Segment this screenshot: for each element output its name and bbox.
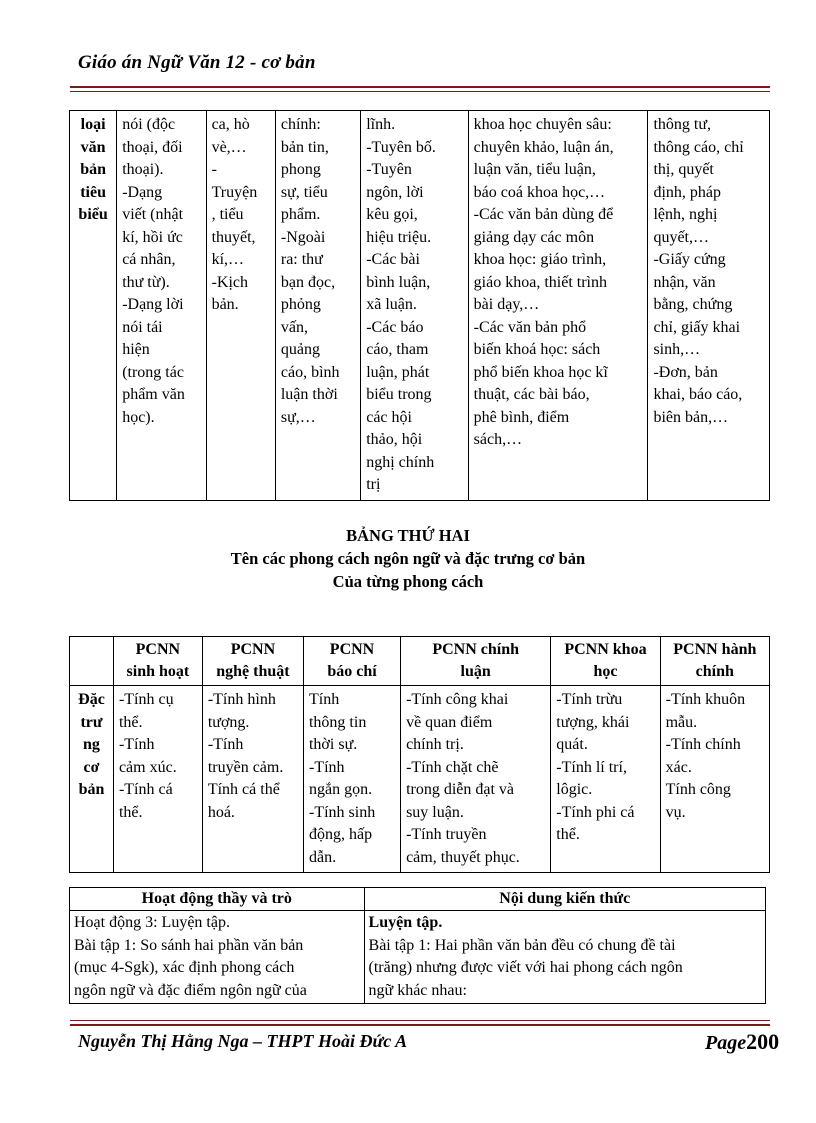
page-header-title: Giáo án Ngữ Văn 12 - cơ bản (78, 52, 316, 73)
page-label: Page (705, 1032, 747, 1054)
table-cell: chính: bản tin, phong sự, tiểu phẩm. -Ngoài ra: thư bạn đọc, phỏng vấn, quảng cáo, bình luận thời sự,… (275, 111, 360, 501)
table-header-row (70, 637, 770, 686)
table-cell: -Tính khuôn mẫu. -Tính chính xác. Tính công vụ. (660, 686, 769, 873)
table-header-row (70, 888, 766, 911)
header-rule-thick (70, 86, 770, 88)
column-header: PCNN sinh hoạt (113, 637, 202, 686)
page-number: 200 (746, 1029, 780, 1054)
column-header: PCNN chính luận (401, 637, 551, 686)
row-label: Đặc trư ng cơ bản (70, 686, 114, 873)
activity-cell: Hoạt động 3: Luyện tập. Bài tập 1: So sánh hai phần văn bản (mục 4-Sgk), xác định phong cách ngôn ngữ và đặc điểm ngôn ngữ của (70, 911, 365, 1004)
table-cell: Tính thông tin thời sự. -Tính ngắn gọn. -Tính sinh động, hấp dẫn. (303, 686, 400, 873)
table-cell: lĩnh. -Tuyên bố. -Tuyên ngôn, lời kêu gọi, hiệu triệu. -Các bài bình luận, xã luận. -Các báo cáo, tham luận, phát biểu trong các hội thảo, hội nghị chính trị (361, 111, 468, 501)
table-cell: ca, hò vè,… - Truyện , tiểu thuyết, kí,… -Kịch bản. (206, 111, 275, 501)
table-cell: thông tư, thông cáo, chỉ thị, quyết định, pháp lệnh, nghị quyết,… -Giấy cứng nhận, văn bằng, chứng chỉ, giấy khai sinh,… -Đơn, bản khai, báo cáo, biên bản,… (648, 111, 770, 501)
footer-rule-thick (70, 1024, 770, 1026)
row-label: loại văn bản tiêu biểu (70, 111, 117, 501)
table-row (70, 686, 770, 873)
text-types-table (69, 110, 770, 501)
column-header: PCNN khoa học (551, 637, 660, 686)
section-subtitle-2: Của từng phong cách (332, 572, 484, 591)
footer-rule-thin (70, 1020, 770, 1021)
section-subtitle: Tên các phong cách ngôn ngữ và đặc trưng cơ bản (230, 549, 586, 568)
content-text: Bài tập 1: Hai phần văn bản đều có chung đề tài (trăng) nhưng được viết với hai phong cách ngôn ngữ khác nhau: (368, 936, 683, 999)
activity-table (69, 887, 766, 1004)
column-header: PCNN nghệ thuật (202, 637, 303, 686)
table-row (70, 111, 770, 501)
table-cell: khoa học chuyên sâu: chuyên khảo, luận án, luận văn, tiểu luận, báo coá khoa học,… -Các văn bản dùng để giảng dạy các môn khoa học: giáo trình, giáo khoa, thiết trình bài dạy,… -Các văn bản phổ biến khoá học: sách phổ biến khoa học kĩ thuật, các bài báo, phê bình, điểm sách,… (468, 111, 648, 501)
content-title: Luyện tập. (368, 914, 443, 931)
table-cell: nói (độc thoại, đối thoại). -Dạng viết (nhật kí, hồi ức cá nhân, thư từ). -Dạng lời nói tái hiện (trong tác phẩm văn học). (117, 111, 206, 501)
table-cell: -Tính hình tượng. -Tính truyền cảm. Tính cá thể hoá. (202, 686, 303, 873)
table-row (70, 911, 766, 1004)
column-header: PCNN hành chính (660, 637, 769, 686)
table-cell: -Tính trừu tượng, khái quát. -Tính lí trí, lôgic. -Tính phi cá thể. (551, 686, 660, 873)
section-title: BẢNG THỨ HAI (346, 526, 470, 545)
table-cell: -Tính công khai về quan điểm chính trị. -Tính chặt chẽ trong diễn đạt và suy luận. -Tính truyền cảm, thuyết phục. (401, 686, 551, 873)
column-header-content: Nội dung kiến thức (364, 888, 765, 911)
column-header: PCNN báo chí (303, 637, 400, 686)
content-cell (364, 911, 765, 1004)
header-rule-thin (70, 91, 770, 92)
empty-header-cell (70, 637, 114, 686)
footer-author: Nguyễn Thị Hằng Nga – THPT Hoài Đức A (78, 1031, 408, 1051)
footer-page (705, 1029, 779, 1055)
styles-table (69, 636, 770, 873)
column-header-activity: Hoạt động thầy và trò (70, 888, 365, 911)
table-cell: -Tính cụ thể. -Tính cảm xúc. -Tính cá thể. (113, 686, 202, 873)
